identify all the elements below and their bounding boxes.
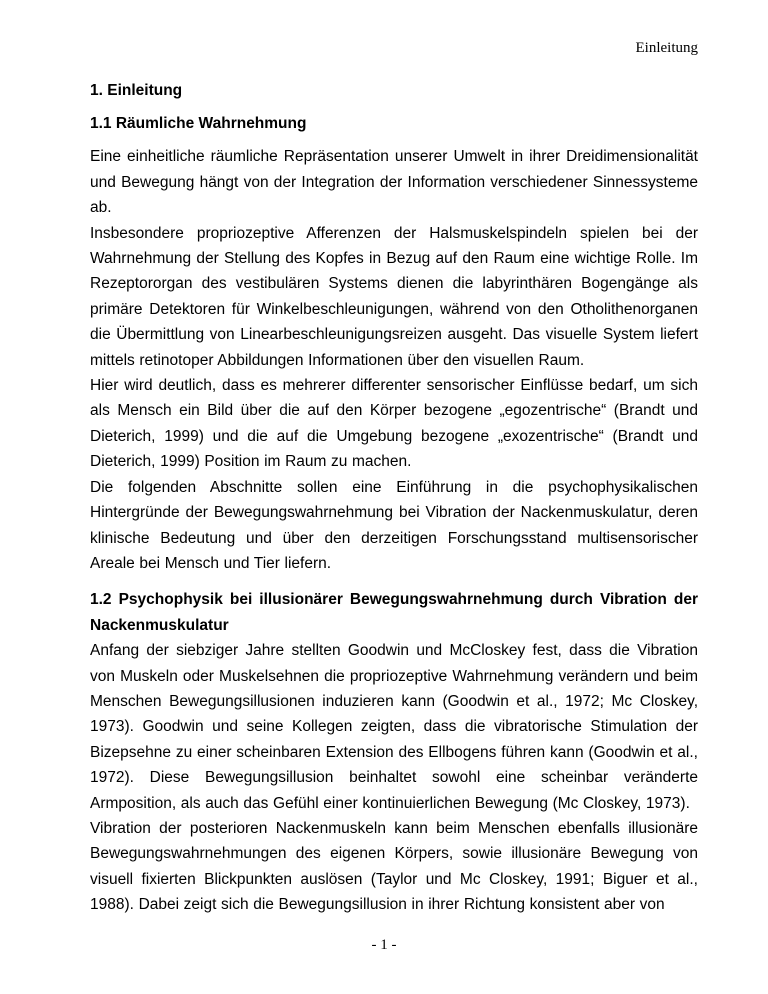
body-paragraph: Insbesondere propriozeptive Afferenzen der Halsmuskelspindeln spielen bei der Wahrnehmung der Stellung des Kopfes in Bezug auf den Raum eine wichtige Rolle. Im Rezeptororgan des vestibulären Systems dienen die labyrinthären Bogengänge als primäre Detektoren für Winkelbeschleunigungen, während von den Otholithenorganen die Übermittlung von Linearbeschleunigungsreizen ausgeht. Das visuelle System liefert mittels retinotoper Abbildungen Informationen über den visuellen Raum. <box>90 224 698 369</box>
body-paragraph: Anfang der siebziger Jahre stellten Goodwin und McCloskey fest, dass die Vibration von Muskeln oder Muskelsehnen die propriozeptive Wahrnehmung verändern und beim Menschen Bewegungsillusionen induzieren kann (Goodwin et al., 1972; Mc Closkey, 1973). Goodwin und seine Kollegen zeigten, dass die vibratorische Stimulation der Bizepsehne zu einer scheinbaren Extension des Ellbogens führen kann (Goodwin et al., 1972). Diese Bewegungsillusion beinhaltet sowohl eine scheinbar veränderte Armposition, als auch das Gefühl einer kontinuierlichen Bewegung (Mc Closkey, 1973). <box>90 642 698 812</box>
body-paragraph: Hier wird deutlich, dass es mehrerer differenter sensorischer Einflüsse bedarf, um sich als Mensch ein Bild über die auf den Körper bezogene „egozentrische“ (Brandt und Dieterich, 1999) und die auf die Umgebung bezogene „exozentrische“ (Brandt und Dieterich, 1999) Position im Raum zu machen. <box>90 377 698 471</box>
subsection-heading-1-1: 1.1 Räumliche Wahrnehmung <box>90 115 307 132</box>
body-paragraph: Vibration der posterioren Nackenmuskeln kann beim Menschen ebenfalls illusionäre Bewegungswahrnehmungen des eigenen Körpers, sowie illusionäre Bewegung von visuell fixierten Blickpunkten auslösen (Taylor und Mc Closkey, 1991; Biguer et al., 1988). Dabei zeigt sich die Bewegungsillusion in ihrer Richtung konsistent aber von <box>90 819 698 914</box>
chapter-heading: 1. Einleitung <box>90 82 183 99</box>
body-paragraph: Eine einheitliche räumliche Repräsentation unserer Umwelt in ihrer Dreidimensionalität und Bewegung hängt von der Integration der Information verschiedener Sinnessysteme ab. <box>90 148 698 217</box>
subsection-heading-1-2: 1.2 Psychophysik bei illusionärer Bewegungswahrnehmung durch Vibration der Nackenmuskulatur <box>90 591 698 634</box>
body-paragraph: Die folgenden Abschnitte sollen eine Einführung in die psychophysikalischen Hintergründe der Bewegungswahrnehmung bei Vibration der Nackenmuskulatur, deren klinische Bedeutung und über den derzeitigen Forschungsstand multisensorischer Areale bei Mensch und Tier liefern. <box>90 478 698 572</box>
page-number: - 1 - <box>371 937 397 953</box>
running-header: Einleitung <box>635 40 698 56</box>
